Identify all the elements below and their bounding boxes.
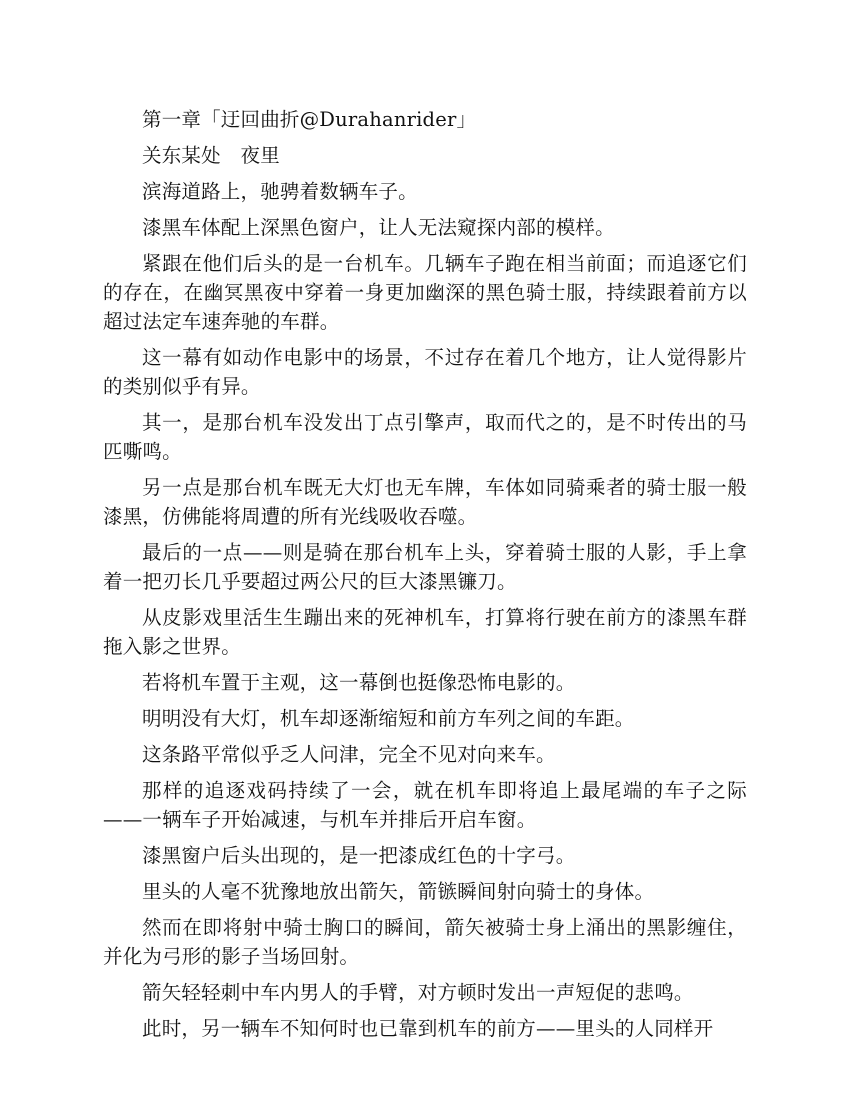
paragraph: 这一幕有如动作电影中的场景，不过存在着几个地方，让人觉得影片的类别似乎有异。 — [103, 346, 747, 398]
paragraph: 最后的一点——则是骑在那台机车上头，穿着骑士服的人影，手上拿着一把刃长几乎要超过两公尺的巨大漆黑镰刀。 — [103, 541, 747, 593]
paragraph: 紧跟在他们后头的是一台机车。几辆车子跑在相当前面；而追逐它们的存在，在幽冥黑夜中穿着一身更加幽深的黑色骑士服，持续跟着前方以超过法定车速奔驰的车群。 — [103, 252, 747, 333]
paragraph: 从皮影戏里活生生蹦出来的死神机车，打算将行驶在前方的漆黑车群拖入影之世界。 — [103, 606, 747, 658]
paragraph: 滨海道路上，驰骋着数辆车子。 — [142, 180, 418, 203]
paragraph: 若将机车置于主观，这一幕倒也挺像恐怖电影的。 — [142, 671, 576, 694]
chapter-title: 第一章「迂回曲折@Durahanrider」 — [142, 108, 477, 131]
paragraph: 关东某处 夜里 — [142, 144, 280, 167]
paragraph: 箭矢轻轻刺中车内男人的手臂，对方顿时发出一声短促的悲鸣。 — [142, 981, 694, 1004]
paragraph: 明明没有大灯，机车却逐渐缩短和前方车列之间的车距。 — [142, 707, 635, 730]
paragraph: 其一，是那台机车没发出丁点引擎声，取而代之的，是不时传出的马匹嘶鸣。 — [103, 411, 747, 463]
paragraph: 另一点是那台机车既无大灯也无车牌，车体如同骑乘者的骑士服一般漆黑，仿佛能将周遭的所有光线吸收吞噬。 — [103, 476, 747, 528]
paragraph: 然而在即将射中骑士胸口的瞬间，箭矢被骑士身上涌出的黑影缠住，并化为弓形的影子当场回射。 — [103, 916, 747, 968]
document-page — [103, 105, 747, 1050]
paragraph: 此时，另一辆车不知何时也已靠到机车的前方——里头的人同样开 — [142, 1017, 714, 1040]
paragraph: 那样的追逐戏码持续了一会，就在机车即将追上最尾端的车子之际——一辆车子开始减速，与机车并排后开启车窗。 — [103, 779, 747, 831]
paragraph: 这条路平常似乎乏人问津，完全不见对向来车。 — [142, 743, 556, 766]
paragraph: 里头的人毫不犹豫地放出箭矢，箭镞瞬间射向骑士的身体。 — [142, 880, 655, 903]
paragraph: 漆黑窗户后头出现的，是一把漆成红色的十字弓。 — [142, 844, 576, 867]
paragraph: 漆黑车体配上深黑色窗户，让人无法窥探内部的模样。 — [142, 216, 615, 239]
